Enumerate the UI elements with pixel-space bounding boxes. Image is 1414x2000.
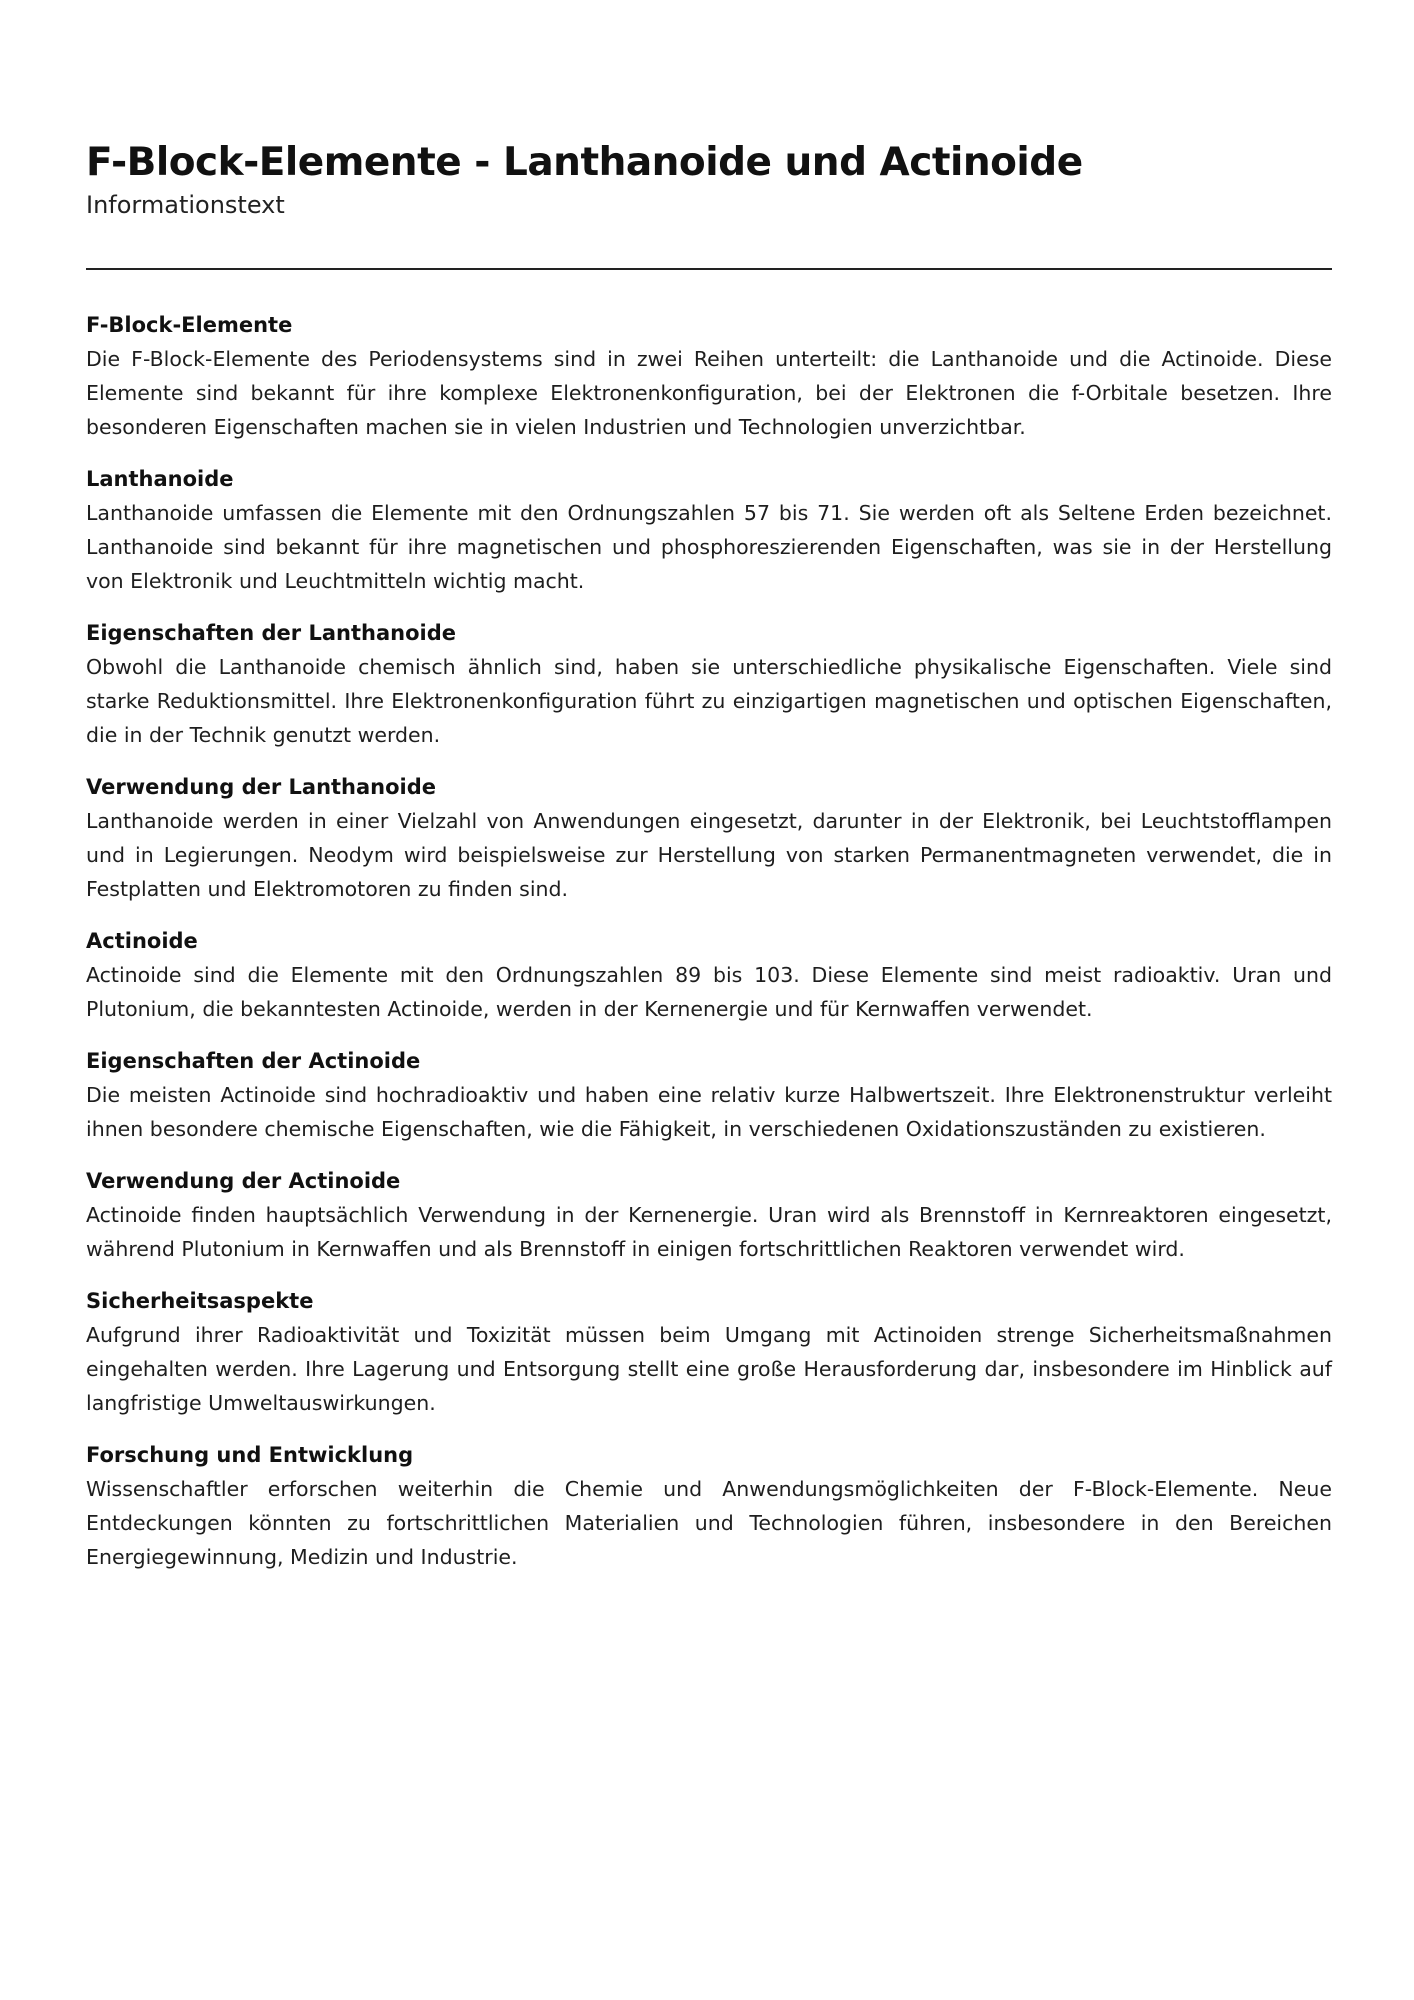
section-heading: Actinoide <box>86 929 198 953</box>
section-heading: Eigenschaften der Actinoide <box>86 1049 421 1073</box>
section-lanthanoide <box>86 462 1332 598</box>
section-sicherheitsaspekte <box>86 1284 1332 1420</box>
section-body: Actinoide sind die Elemente mit den Ordnungszahlen 89 bis 103. Diese Elemente sind meist radioaktiv. Uran und Plutonium, die bekanntesten Actinoide, werden in der Kernenergie und für Kernwaffen verwendet. <box>86 963 1332 1021</box>
section-heading: Verwendung der Actinoide <box>86 1169 401 1193</box>
section-body: Lanthanoide werden in einer Vielzahl von Anwendungen eingesetzt, darunter in der Elektronik, bei Leuchtstofflampen und in Legierungen. Neodym wird beispielsweise zur Herstellung von starken Permanentmagneten verwendet, die in Festplatten und Elektromotoren zu finden sind. <box>86 809 1332 901</box>
section-body: Aufgrund ihrer Radioaktivität und Toxizität müssen beim Umgang mit Actinoiden strenge Sicherheitsmaßnahmen eingehalten werden. Ihre Lagerung und Entsorgung stellt eine große Herausforderung dar, insbesondere im Hinblick auf langfristige Umweltauswirkungen. <box>86 1323 1332 1415</box>
section-verwendung-lanthanoide <box>86 770 1332 906</box>
document-subtitle: Informationstext <box>86 191 285 219</box>
section-verwendung-actinoide <box>86 1164 1332 1266</box>
section-f-block <box>86 308 1332 444</box>
section-heading: F-Block-Elemente <box>86 313 293 337</box>
section-body: Wissenschaftler erforschen weiterhin die Chemie und Anwendungsmöglichkeiten der F-Block-Elemente. Neue Entdeckungen könnten zu fortschrittlichen Materialien und Technologien führen, insbesondere in den Bereichen Energiegewinnung, Medizin und Industrie. <box>86 1477 1332 1569</box>
section-body: Die F-Block-Elemente des Periodensystems sind in zwei Reihen unterteilt: die Lanthanoide und die Actinoide. Diese Elemente sind bekannt für ihre komplexe Elektronenkonfiguration, bei der Elektronen die f-Orbitale besetzen. Ihre besonderen Eigenschaften machen sie in vielen Industrien und Technologien unverzichtbar. <box>86 347 1332 439</box>
section-eigenschaften-lanthanoide <box>86 616 1332 752</box>
section-heading: Forschung und Entwicklung <box>86 1443 414 1467</box>
section-body: Die meisten Actinoide sind hochradioaktiv und haben eine relativ kurze Halbwertszeit. Ihre Elektronenstruktur verleiht ihnen besondere chemische Eigenschaften, wie die Fähigkeit, in verschiedenen Oxidationszuständen zu existieren. <box>86 1083 1332 1141</box>
title-divider <box>86 268 1332 270</box>
section-heading: Eigenschaften der Lanthanoide <box>86 621 456 645</box>
section-body: Actinoide finden hauptsächlich Verwendung in der Kernenergie. Uran wird als Brennstoff in Kernreaktoren eingesetzt, während Plutonium in Kernwaffen und als Brennstoff in einigen fortschrittlichen Reaktoren verwendet wird. <box>86 1203 1332 1261</box>
document-title: F-Block-Elemente - Lanthanoide und Actinoide <box>86 140 1083 185</box>
section-body: Obwohl die Lanthanoide chemisch ähnlich sind, haben sie unterschiedliche physikalische Eigenschaften. Viele sind starke Reduktionsmittel. Ihre Elektronenkonfiguration führt zu einzigartigen magnetischen und optischen Eigenschaften, die in der Technik genutzt werden. <box>86 655 1332 747</box>
document-page <box>86 138 1332 1592</box>
content-sections <box>86 308 1332 1574</box>
section-forschung <box>86 1438 1332 1574</box>
section-eigenschaften-actinoide <box>86 1044 1332 1146</box>
section-body: Lanthanoide umfassen die Elemente mit den Ordnungszahlen 57 bis 71. Sie werden oft als Seltene Erden bezeichnet. Lanthanoide sind bekannt für ihre magnetischen und phosphoreszierenden Eigenschaften, was sie in der Herstellung von Elektronik und Leuchtmitteln wichtig macht. <box>86 501 1332 593</box>
section-heading: Lanthanoide <box>86 467 234 491</box>
section-actinoide <box>86 924 1332 1026</box>
section-heading: Sicherheitsaspekte <box>86 1289 314 1313</box>
section-heading: Verwendung der Lanthanoide <box>86 775 437 799</box>
